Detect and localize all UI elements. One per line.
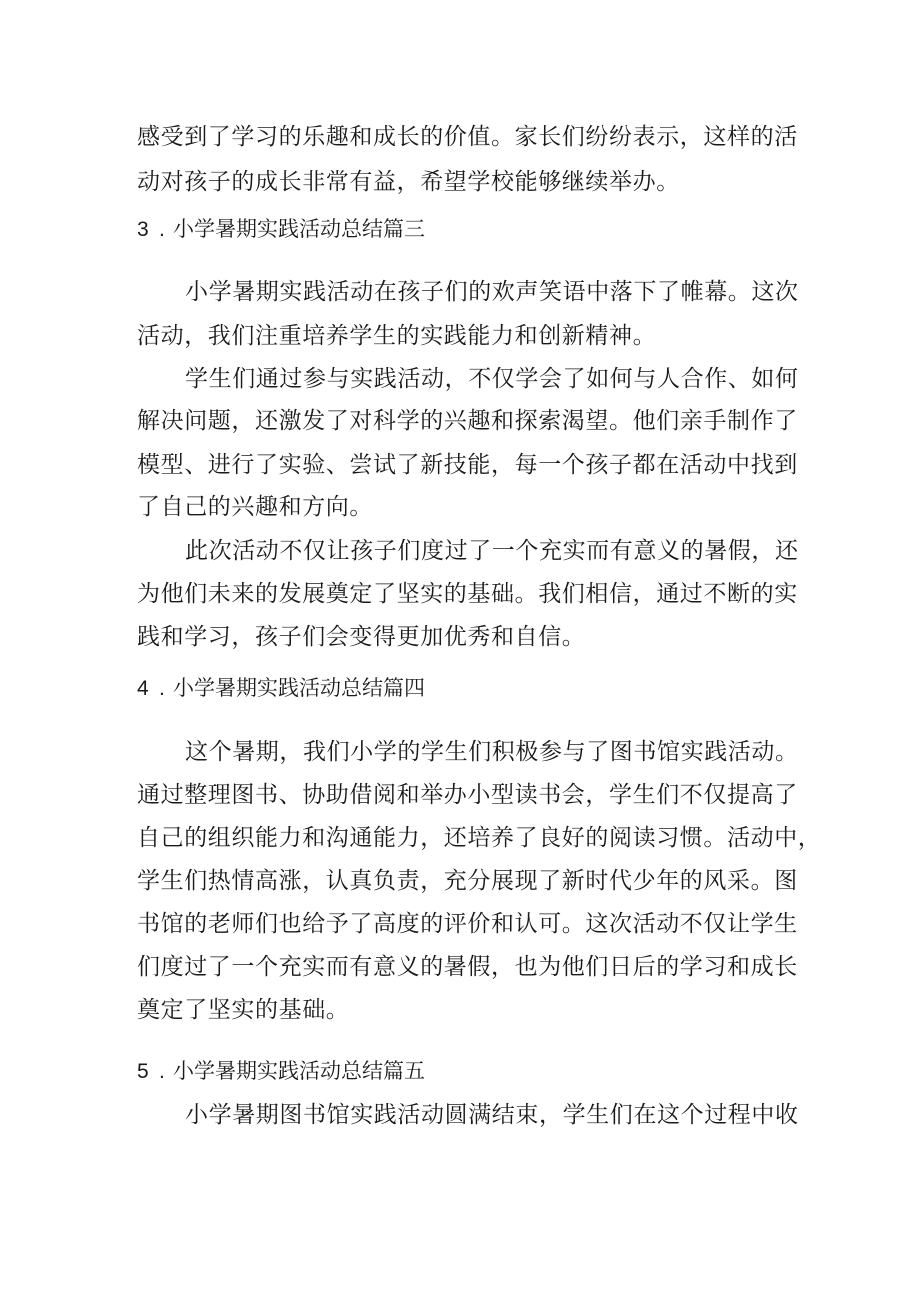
paragraph-line: 模型、进行了实验、尝试了新技能，每一个孩子都在活动中找到	[137, 452, 798, 478]
paragraph-line: 动对孩子的成长非常有益，希望学校能够继续举办。	[137, 169, 680, 195]
section-title: 小学暑期实践活动总结篇五	[173, 1059, 425, 1083]
paragraph-line: 书馆的老师们也给予了高度的评价和认可。这次活动不仅让学生	[137, 911, 798, 937]
paragraph-line: 为他们未来的发展奠定了坚实的基础。我们相信，通过不断的实	[137, 581, 798, 607]
paragraph-line: 通过整理图书、协助借阅和举办小型读书会，学生们不仅提高了	[137, 782, 798, 808]
paragraph-line: 学生们通过参与实践活动，不仅学会了如何与人合作、如何	[185, 366, 799, 392]
paragraph-line: 了自己的兴趣和方向。	[137, 494, 373, 520]
section-number: 5	[137, 1060, 149, 1083]
paragraph-line: 感受到了学习的乐趣和成长的价值。家长们纷纷表示，这样的活	[137, 124, 798, 150]
paragraph-line: 活动，我们注重培养学生的实践能力和创新精神。	[137, 323, 657, 349]
paragraph-line: 践和学习，孩子们会变得更加优秀和自信。	[137, 624, 586, 650]
section-heading-5	[137, 1057, 425, 1086]
section-title: 小学暑期实践活动总结篇四	[173, 676, 425, 700]
paragraph-line: 小学暑期实践活动在孩子们的欢声笑语中落下了帷幕。这次	[185, 279, 799, 305]
paragraph-line: 自己的组织能力和沟通能力，还培养了良好的阅读习惯。活动中，	[137, 825, 822, 851]
paragraph-line: 小学暑期图书馆实践活动圆满结束，学生们在这个过程中收	[185, 1102, 799, 1128]
section-number: 3	[137, 218, 149, 241]
paragraph-line: 奠定了坚实的基础。	[137, 997, 350, 1023]
section-number: 4	[137, 677, 149, 700]
section-heading-4	[137, 674, 425, 703]
paragraph-line: 们度过了一个充实而有意义的暑假，也为他们日后的学习和成长	[137, 954, 798, 980]
paragraph-line: 这个暑期，我们小学的学生们积极参与了图书馆实践活动。	[185, 739, 799, 765]
paragraph-line: 解决问题，还激发了对科学的兴趣和探索渴望。他们亲手制作了	[137, 408, 798, 434]
paragraph-line: 此次活动不仅让孩子们度过了一个充实而有意义的暑假，还	[185, 538, 799, 564]
section-heading-3	[137, 215, 425, 244]
section-title: 小学暑期实践活动总结篇三	[173, 217, 425, 241]
section-dot: .	[159, 218, 165, 241]
section-dot: .	[159, 1060, 165, 1083]
paragraph-line: 学生们热情高涨，认真负责，充分展现了新时代少年的风采。图	[137, 868, 798, 894]
section-dot: .	[159, 677, 165, 700]
